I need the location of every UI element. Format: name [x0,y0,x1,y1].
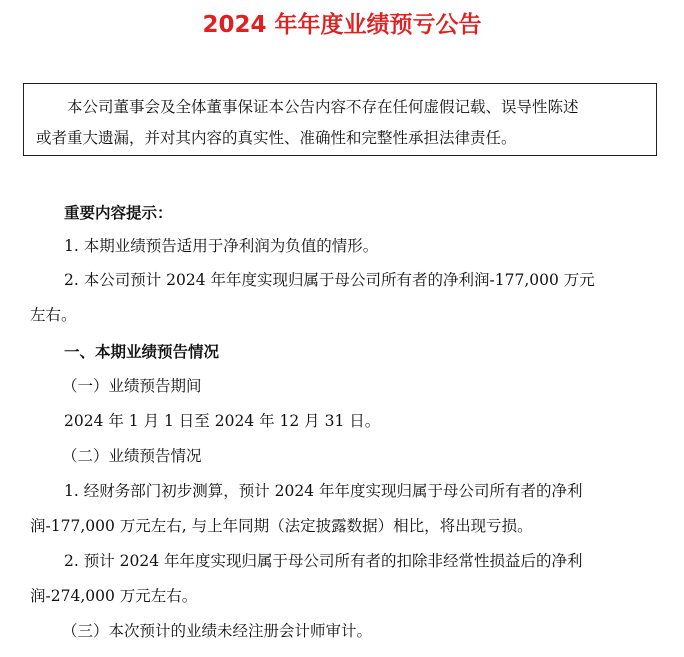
disclaimer-line-1: 本公司董事会及全体董事保证本公告内容不存在任何虚假记载、误导性陈述 [67,98,579,116]
disclaimer-box [23,83,657,156]
subsection-3-heading: （三）本次预计的业绩未经注册会计师审计。 [62,622,373,640]
subsection-2-heading: （二）业绩预告情况 [62,447,202,465]
highlights-heading: 重要内容提示： [64,203,173,222]
disclaimer-line-2: 或者重大遗漏，并对其内容的真实性、准确性和完整性承担法律责任。 [36,129,517,147]
forecast-period-text: 2024 年 1 月 1 日至 2024 年 12 月 31 日。 [64,412,381,430]
highlight-item-1: 1. 本期业绩预告适用于净利润为负值的情形。 [64,237,379,255]
forecast-item-2-line-1: 2. 预计 2024 年年度实现归属于母公司所有者的扣除非经常性损益后的净利 [64,552,583,570]
highlight-item-2-line-2: 左右。 [30,306,77,324]
forecast-item-1-line-1: 1. 经财务部门初步测算，预计 2024 年年度实现归属于母公司所有者的净利 [64,482,583,500]
forecast-item-2-line-2: 润-274,000 万元左右。 [30,587,198,605]
page-title: 2024 年年度业绩预亏公告 [202,12,482,38]
forecast-item-1-line-2: 润-177,000 万元左右, 与上年同期（法定披露数据）相比，将出现亏损。 [30,517,533,535]
highlight-item-2-line-1: 2. 本公司预计 2024 年年度实现归属于母公司所有者的净利润-177,000 万元 [64,271,595,289]
section-1-heading: 一、本期业绩预告情况 [64,342,220,361]
subsection-1-heading: （一）业绩预告期间 [62,377,202,395]
